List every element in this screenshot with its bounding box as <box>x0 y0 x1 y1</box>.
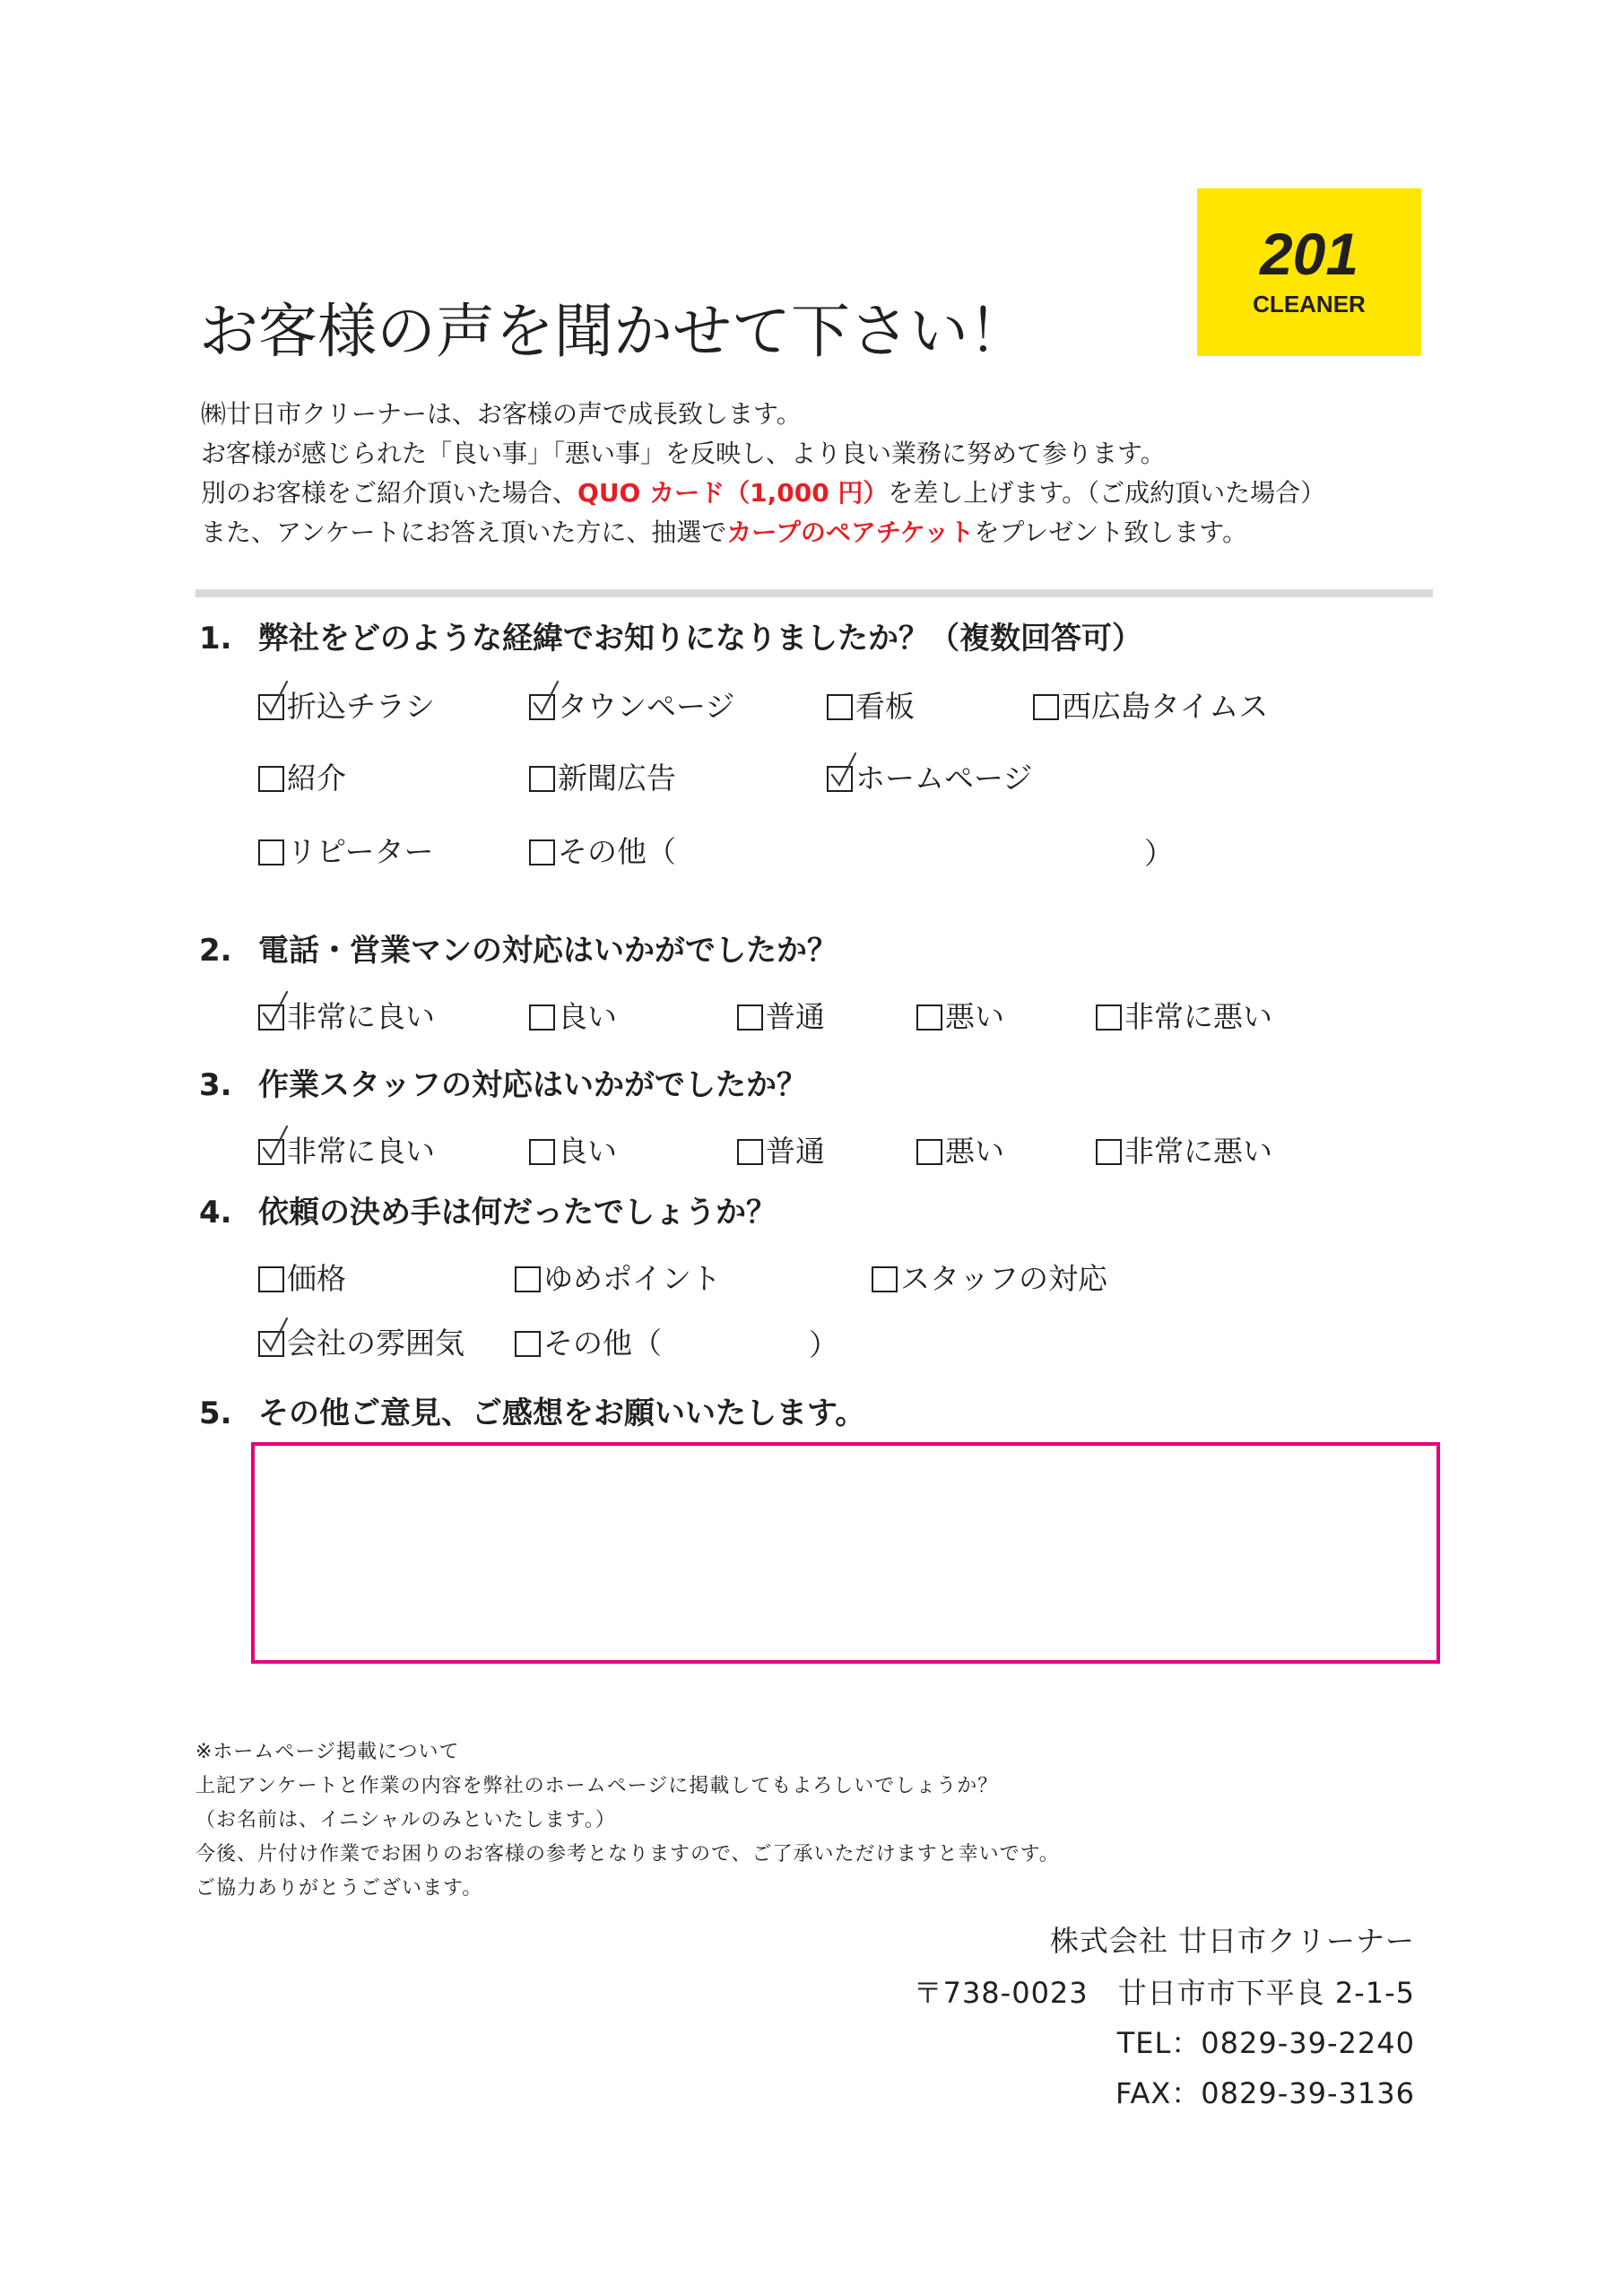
checkbox-option[interactable] <box>529 1132 617 1171</box>
close-paren: ） <box>809 1327 838 1362</box>
checkbox[interactable] <box>872 1266 898 1292</box>
question-2-text: 電話・営業マンの対応はいかがでしたか？ <box>258 933 838 969</box>
question-3-number: 3. <box>199 1067 232 1103</box>
checkbox-option[interactable] <box>1096 1132 1272 1171</box>
checkbox[interactable] <box>1096 1004 1122 1031</box>
intro-line-4 <box>201 513 1325 552</box>
quo-card-highlight: QUO カード（1,000 円） <box>577 478 889 508</box>
logo-number: 201 <box>1259 221 1359 287</box>
checkbox[interactable] <box>916 1004 942 1031</box>
intro-line-3-a: 別のお客様をご紹介頂いた場合、 <box>201 478 578 508</box>
option-label: 普通 <box>766 999 825 1034</box>
checkbox[interactable] <box>737 1139 763 1165</box>
option-label: 非常に良い <box>287 999 435 1034</box>
question-1 <box>199 619 1142 658</box>
checkbox-option[interactable] <box>827 759 1032 798</box>
intro-line-1: ㈱廿日市クリーナーは、お客様の声で成長致します。 <box>201 399 802 429</box>
option-label: 悪い <box>945 1134 1004 1169</box>
checkbox[interactable] <box>1033 694 1059 720</box>
question-2 <box>199 931 838 970</box>
close-paren: ） <box>1144 836 1174 871</box>
checkbox-checked[interactable] <box>827 766 853 792</box>
checkbox-option[interactable] <box>258 1259 346 1299</box>
question-4-text: 依頼の決め手は何だったでしょうか？ <box>258 1195 777 1231</box>
option-label: 良い <box>558 1134 617 1169</box>
option-label: タウンページ <box>558 689 735 724</box>
note-line-3: （お名前は、イニシャルのみといたします。） <box>195 1809 616 1831</box>
intro-line-4-b: をプレゼント致します。 <box>974 517 1248 547</box>
checkbox[interactable] <box>1096 1139 1122 1165</box>
checkbox[interactable] <box>529 1139 555 1165</box>
checkbox-option[interactable] <box>258 832 434 872</box>
checkbox[interactable] <box>258 839 284 865</box>
checkbox[interactable] <box>515 1331 541 1357</box>
option-label: 非常に悪い <box>1124 999 1272 1034</box>
checkbox-checked[interactable] <box>529 694 555 720</box>
option-label: ホームページ <box>855 761 1033 796</box>
carp-ticket-highlight: カープのペアチケット <box>726 517 975 547</box>
checkbox[interactable] <box>258 766 284 792</box>
checkbox-option[interactable] <box>737 1132 825 1171</box>
checkbox[interactable] <box>529 1004 555 1031</box>
checkbox[interactable] <box>916 1139 942 1165</box>
page-title: お客様の声を聞かせて下さい！ <box>199 297 1028 366</box>
comment-box[interactable] <box>251 1442 1440 1664</box>
divider <box>195 589 1433 597</box>
checkbox-option[interactable] <box>529 832 676 872</box>
question-4-number: 4. <box>199 1195 232 1231</box>
option-label: 看板 <box>855 689 915 724</box>
checkbox-option[interactable] <box>515 1324 662 1363</box>
option-label: スタッフの対応 <box>900 1261 1107 1296</box>
option-label: その他（ <box>543 1326 662 1361</box>
option-label: 非常に悪い <box>1124 1134 1272 1169</box>
option-label: 会社の雰囲気 <box>287 1326 464 1361</box>
option-label: 西広島タイムス <box>1062 689 1269 724</box>
option-label: 普通 <box>766 1134 825 1169</box>
checkbox[interactable] <box>529 839 555 865</box>
checkbox-checked[interactable] <box>258 1004 284 1031</box>
checkbox-option[interactable] <box>827 687 915 726</box>
checkbox-option[interactable] <box>916 1132 1004 1171</box>
checkbox-option[interactable] <box>1033 687 1268 726</box>
option-label: 紹介 <box>287 761 346 796</box>
checkbox-option[interactable] <box>258 1324 464 1363</box>
question-5 <box>199 1394 865 1433</box>
checkbox-option[interactable] <box>529 687 734 726</box>
question-3-text: 作業スタッフの対応はいかがでしたか？ <box>258 1067 807 1103</box>
note-line-4: 今後、片付け作業でお困りのお客様の参考となりますので、ご了承いただけますと幸いです。 <box>195 1843 1060 1866</box>
question-2-number: 2. <box>199 933 232 969</box>
checkbox-option[interactable] <box>258 1132 435 1171</box>
option-label: 新聞広告 <box>558 761 676 796</box>
checkbox-checked[interactable] <box>258 694 284 720</box>
intro-line-3-b: を差し上げます。（ご成約頂いた場合） <box>888 478 1326 508</box>
question-5-number: 5. <box>199 1396 232 1431</box>
option-label: ゆめポイント <box>543 1261 721 1296</box>
company-tel: TEL：0829-39-2240 <box>1116 2026 1415 2060</box>
question-1-number: 1. <box>199 621 232 657</box>
logo-word: CLEANER <box>1253 291 1366 317</box>
checkbox[interactable] <box>258 1266 284 1292</box>
option-label: その他（ <box>558 834 676 869</box>
checkbox-option[interactable] <box>737 997 825 1037</box>
checkbox-option[interactable] <box>872 1259 1107 1299</box>
question-1-text: 弊社をどのような経緯でお知りになりましたか？（複数回答可） <box>258 621 1142 657</box>
company-fax: FAX：0829-39-3136 <box>1115 2076 1415 2110</box>
checkbox-option[interactable] <box>529 759 676 798</box>
option-label: 良い <box>558 999 617 1034</box>
checkbox[interactable] <box>827 694 853 720</box>
checkbox-option[interactable] <box>916 997 1004 1037</box>
checkbox[interactable] <box>737 1004 763 1031</box>
option-label: リピーター <box>287 834 434 869</box>
checkbox-option[interactable] <box>515 1259 721 1299</box>
intro-line-3 <box>201 474 1325 513</box>
note-line-5: ご協力ありがとうございます。 <box>195 1877 483 1900</box>
checkbox-checked[interactable] <box>258 1139 284 1165</box>
checkbox[interactable] <box>529 766 555 792</box>
company-logo <box>1197 188 1421 356</box>
note-line-1: ※ホームページ掲載について <box>195 1741 460 1763</box>
question-5-text: その他ご意見、ご感想をお願いいたします。 <box>258 1396 866 1431</box>
option-label: 非常に良い <box>287 1134 435 1169</box>
question-4 <box>199 1193 777 1232</box>
checkbox-option[interactable] <box>529 997 617 1037</box>
checkbox-option[interactable] <box>258 759 346 798</box>
checkbox[interactable] <box>515 1266 541 1292</box>
question-3 <box>199 1065 807 1105</box>
company-name: 株式会社 廿日市クリーナー <box>1049 1924 1415 1958</box>
option-label: 悪い <box>945 999 1004 1034</box>
note-line-2: 上記アンケートと作業の内容を弊社のホームページに掲載してもよろしいでしょうか？ <box>195 1775 999 1797</box>
checkbox-option[interactable] <box>258 997 435 1037</box>
homepage-note <box>195 1735 1060 1906</box>
intro-text <box>201 395 1325 552</box>
company-address: 〒738-0023 廿日市市下平良 2-1-5 <box>913 1976 1415 2010</box>
checkbox-option[interactable] <box>1096 997 1272 1037</box>
intro-line-4-a: また、アンケートにお答え頂いた方に、抽選で <box>201 517 727 547</box>
checkbox-checked[interactable] <box>258 1331 284 1357</box>
intro-line-2: お客様が感じられた「良い事」「悪い事」を反映し、より良い業務に努めて参ります。 <box>201 439 1166 468</box>
option-label: 価格 <box>287 1261 346 1296</box>
checkbox-option[interactable] <box>258 687 435 726</box>
option-label: 折込チラシ <box>287 689 435 724</box>
